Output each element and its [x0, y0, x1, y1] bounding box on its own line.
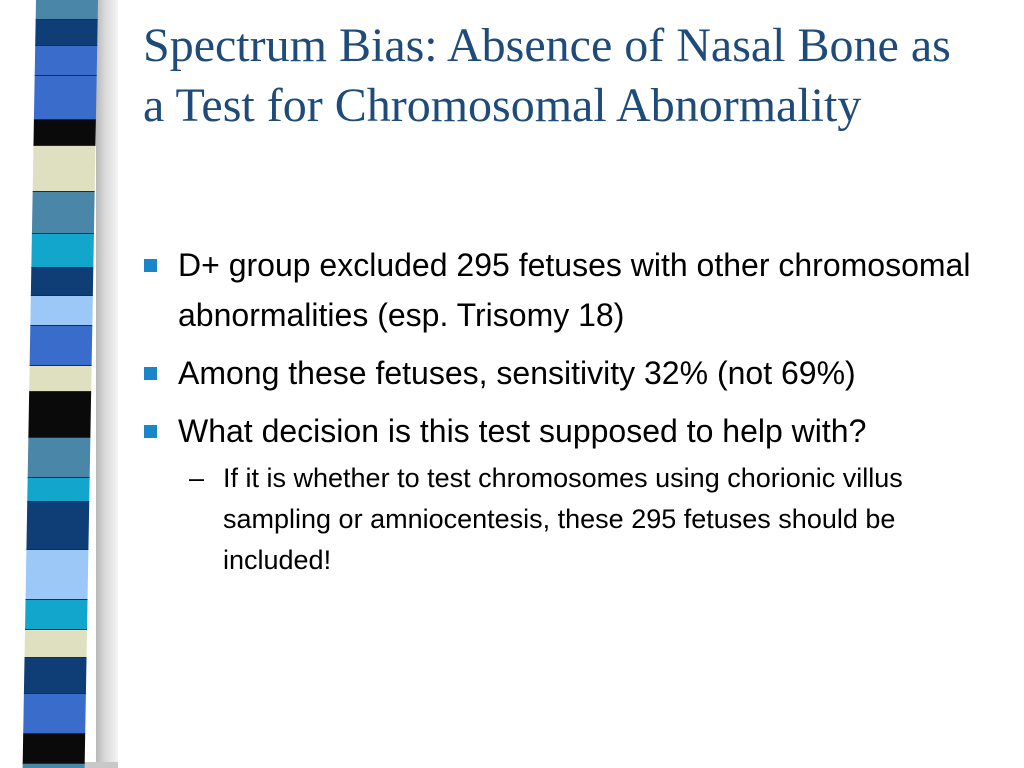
stripe-band	[35, 20, 97, 46]
square-bullet-icon	[144, 259, 157, 272]
stripe-band	[30, 296, 93, 326]
square-bullet-icon	[144, 367, 157, 380]
bullet-text: Among these fetuses, sensitivity 32% (not 69%)	[178, 355, 856, 391]
sub-bullet-text: If it is whether to test chromosomes using chorionic villus sampling or amniocentesis, these 295 fetuses should be included!	[223, 463, 903, 575]
stripe-band	[26, 550, 89, 600]
stripe-band	[22, 764, 84, 768]
stripe-band	[25, 600, 88, 630]
stripe-band	[31, 268, 93, 296]
stripe-band	[23, 734, 86, 764]
stripe-band	[34, 76, 97, 120]
stripe-band	[31, 234, 94, 268]
bullet-item	[140, 406, 1000, 581]
dash-bullet: –	[189, 463, 205, 493]
bullet-item	[140, 240, 1000, 340]
stripe-band	[32, 192, 95, 234]
stripe-band	[28, 392, 91, 438]
stripe-band	[33, 120, 95, 146]
stripe-band	[30, 326, 93, 366]
bullet-text: D+ group excluded 295 fetuses with other chromosomal abnormalities (esp. Trisomy 18)	[178, 247, 971, 333]
stripe-band	[28, 438, 91, 478]
stripe-band	[33, 146, 96, 192]
bullet-list	[140, 240, 1000, 589]
bullet-text: What decision is this test supposed to help with?	[178, 413, 867, 449]
sub-bullet-item	[178, 458, 1000, 581]
stripe-band	[24, 658, 87, 694]
stripe-band	[29, 366, 91, 392]
decorative-color-stripe	[23, 0, 98, 766]
stripe-band	[26, 502, 89, 550]
stripe-band	[36, 0, 98, 20]
stripe-band	[25, 630, 87, 658]
stripe-band	[27, 478, 89, 502]
stripe-shadow	[96, 0, 118, 768]
square-bullet-icon	[144, 425, 157, 438]
stripe-band	[23, 694, 86, 734]
stripe-band	[35, 46, 98, 76]
bullet-item	[140, 348, 1000, 398]
slide-title: Spectrum Bias: Absence of Nasal Bone as a Test for Chromosomal Abnormality	[143, 19, 951, 132]
